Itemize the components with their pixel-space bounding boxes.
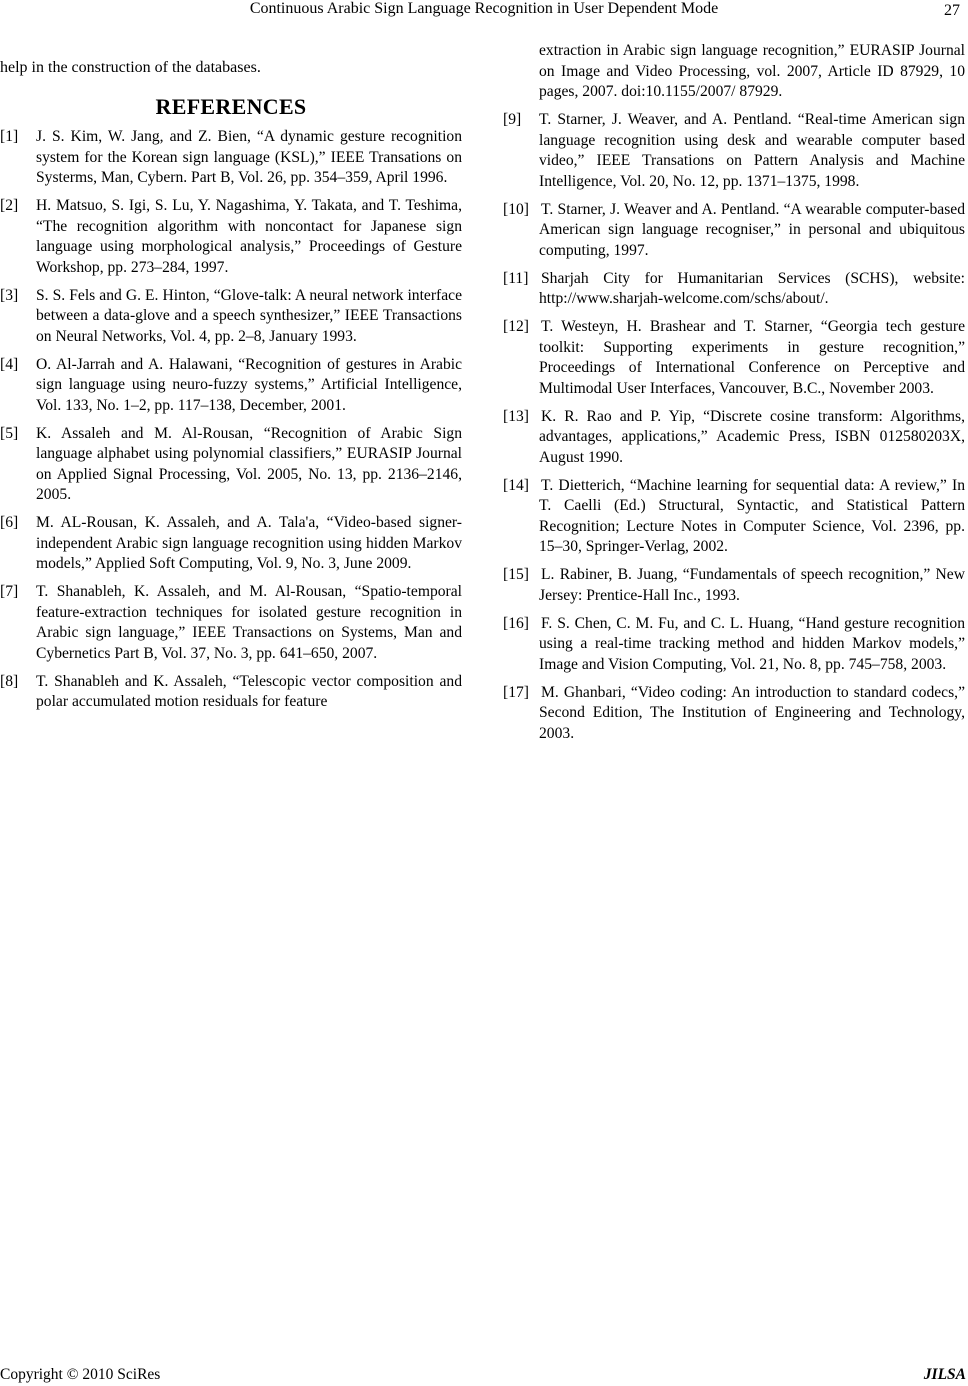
reference-text: K. R. Rao and P. Yip, “Discrete cosine transform: Algorithms, advantages, applications,” Academic Press, ISBN 012580203X, August 1990.	[539, 407, 965, 466]
reference-label: [2]	[0, 197, 19, 214]
reference-item	[503, 476, 965, 558]
reference-label: [13]	[503, 407, 529, 425]
reference-text: M. AL-Rousan, K. Assaleh, and A. Tala'a, “Video-based signer-independent Arabic sign language recognition using hidden Markov models,” Applied Soft Computing, Vol. 9, No. 3, June 2009.	[36, 514, 462, 572]
reference-label: [12]	[503, 318, 529, 335]
reference-item	[0, 355, 462, 417]
reference-item	[0, 582, 462, 664]
reference-text: T. Shanableh and K. Assaleh, “Telescopic vector composition and polar accumulated motion residuals for feature	[36, 672, 462, 710]
reference-label: [5]	[0, 424, 19, 442]
reference-label: [1]	[0, 128, 19, 145]
reference-item	[503, 407, 965, 469]
reference-item	[0, 286, 462, 348]
reference-text: T. Starner, J. Weaver and A. Pentland. “A wearable computer-based American sign language recogniser,” in personal and ubiquitous computing, 1997.	[539, 200, 965, 259]
reference-text: S. S. Fels and G. E. Hinton, “Glove-talk: A neural network interface between a data-glove and a speech synthesizer,” IEEE Transactions on Neural Networks, Vol. 4, pp. 2–8, January 1993.	[36, 286, 462, 345]
reference-label: [3]	[0, 286, 19, 304]
reference-item	[503, 317, 965, 399]
reference-text: T. Westeyn, H. Brashear and T. Starner, “Georgia tech gesture toolkit: Supporting experiments in gesture recognition,” Proceedings of International Conference on Perceptive and Multimodal User Interfaces, Vancouver, B.C., November 2003.	[539, 318, 965, 397]
reference-label: [15]	[503, 566, 529, 583]
reference-item	[503, 565, 965, 606]
reference-text: L. Rabiner, B. Juang, “Fundamentals of speech recognition,” New Jersey: Prentice-Hall Inc., 1993.	[539, 566, 965, 604]
reference-item	[0, 127, 462, 189]
copyright-text: Copyright © 2010 SciRes	[0, 1366, 161, 1383]
reference-item	[503, 614, 965, 676]
reference-label: [16]	[503, 614, 529, 632]
reference-label: [14]	[503, 476, 529, 494]
running-header	[0, 0, 968, 22]
references-heading: REFERENCES	[155, 93, 307, 119]
reference-item	[503, 110, 965, 192]
reference-text: T. Dietterich, “Machine learning for sequential data: A review,” In T. Caelli (Ed.) Structural, Syntactic, and Statistical Pattern Recognition; Lecture Notes in Computer Science, Vol. 2396, pp. 15–30, Springer-Verlag, 2002.	[539, 476, 965, 555]
reference-text: T. Shanableh, K. Assaleh, and M. Al-Rousan, “Spatio-temporal feature-extraction techniques for isolated gesture recognition in Arabic sign language,” IEEE Transactions on Systems, Man and Cybernetics Part B, Vol. 37, No. 3, pp. 641–650, 2007.	[36, 583, 462, 662]
reference-text: Sharjah City for Humanitarian Services (SCHS), website: http://www.sharjah-welcome.com/schs/about/.	[539, 269, 965, 307]
reference-item	[0, 196, 462, 278]
reference-item	[0, 672, 462, 713]
right-column	[503, 41, 965, 752]
reference-text: K. Assaleh and M. Al-Rousan, “Recognition of Arabic Sign language alphabet using polynomial classifiers,” EURASIP Journal on Applied Signal Processing, Vol. 2005, No. 13, pp. 2136–2146, 2005.	[36, 424, 462, 503]
reference-text: T. Starner, J. Weaver, and A. Pentland. “Real-time American sign language recognition using desk and wearable computer based video,” IEEE Transations on Pattern Analysis and Machine Intelligence, Vol. 20, No. 12, pp. 1371–1375, 1998.	[539, 111, 965, 190]
reference-text: F. S. Chen, C. M. Fu, and C. L. Huang, “Hand gesture recognition using a real-time tracking method and hidden Markov models,” Image and Vision Computing, Vol. 21, No. 8, pp. 745–758, 2003.	[539, 614, 965, 673]
reference-label: [17]	[503, 683, 529, 701]
reference-label: [7]	[0, 583, 19, 600]
left-column	[0, 58, 462, 720]
reference-label: [8]	[0, 672, 19, 690]
reference-text: H. Matsuo, S. Igi, S. Lu, Y. Nagashima, Y. Takata, and T. Teshima, “The recognition algorithm with noncontact for Japanese sign language using morphological analysis,” Proceedings of Gesture Workshop, pp. 273–284, 1997.	[36, 197, 462, 276]
reference-label: [6]	[0, 514, 19, 531]
reference-label: [10]	[503, 200, 529, 218]
reference-item	[503, 683, 965, 745]
reference-text: M. Ghanbari, “Video coding: An introduction to standard codecs,” Second Edition, The Institution of Engineering and Technology, 2003.	[539, 683, 965, 742]
intro-text: help in the construction of the databases.	[0, 59, 261, 76]
reference-label: [9]	[503, 111, 522, 128]
reference-text: J. S. Kim, W. Jang, and Z. Bien, “A dynamic gesture recognition system for the Korean sign language (KSL),” IEEE Transations on Systerms, Man, Cybern. Part B, Vol. 26, pp. 354–359, April 1996.	[36, 128, 462, 186]
reference-label: [4]	[0, 355, 19, 373]
reference-text: O. Al-Jarrah and A. Halawani, “Recognition of gestures in Arabic sign language using neuro-fuzzy systems,” Artificial Intelligence, Vol. 133, No. 1–2, pp. 117–138, December, 2001.	[36, 355, 462, 414]
reference-item	[0, 513, 462, 575]
reference-item	[0, 424, 462, 506]
running-title: Continuous Arabic Sign Language Recognition in User Dependent Mode	[249, 0, 719, 17]
page-number: 27	[944, 2, 960, 19]
reference-item	[503, 269, 965, 310]
reference-item	[503, 200, 965, 262]
journal-name: JILSA	[923, 1366, 966, 1383]
reference-continuation: extraction in Arabic sign language recognition,” EURASIP Journal on Image and Video Processing, vol. 2007, Article ID 87929, 10 pages, 2007. doi:10.1155/2007/ 87929.	[539, 42, 965, 100]
reference-label: [11]	[503, 269, 529, 287]
